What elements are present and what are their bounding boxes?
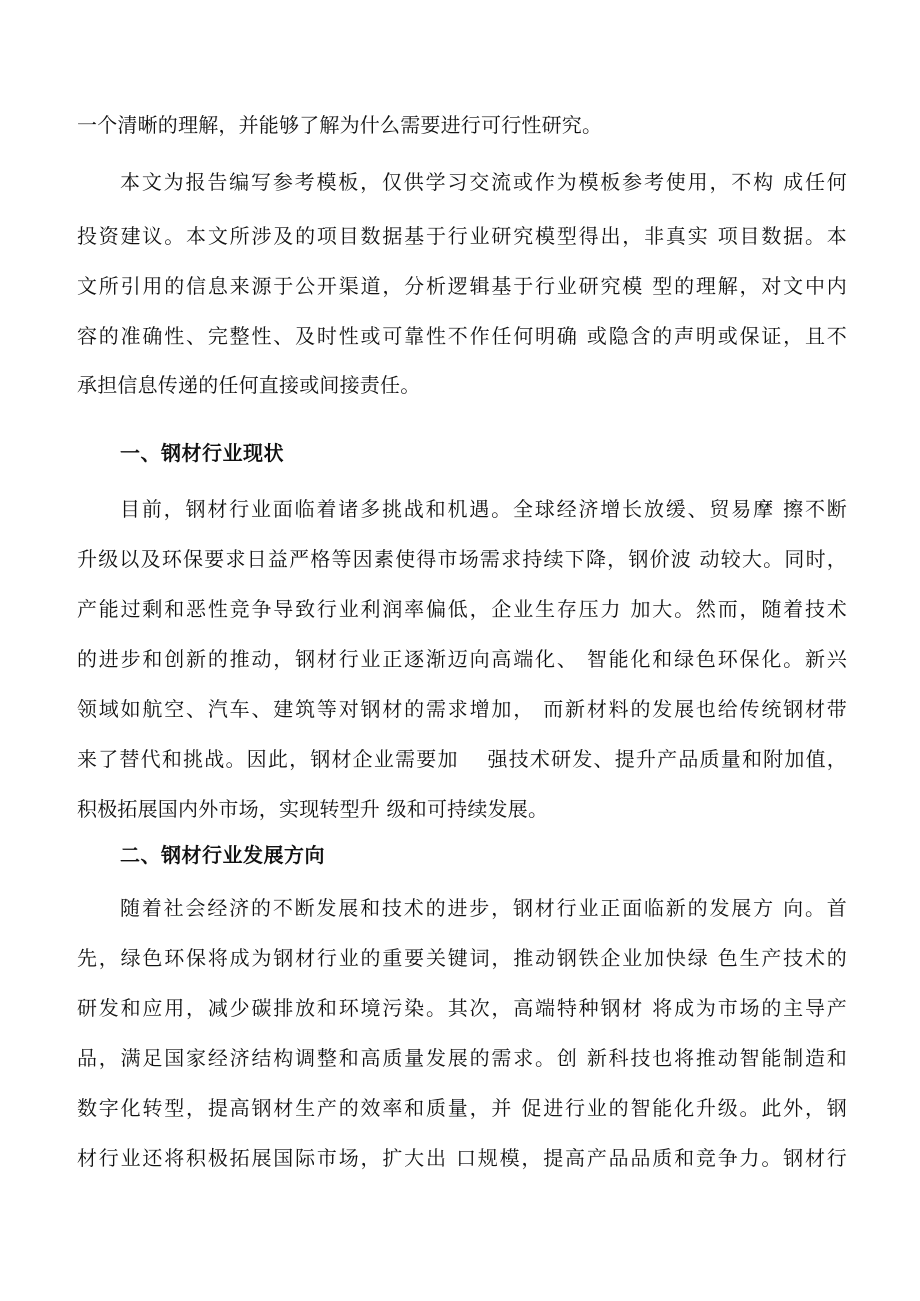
paragraph-line: 随着社会经济的不断发展和技术的进步，钢材行业正面临新的发展方 向。首 [120,896,847,920]
paragraph-line: 一个清晰的理解，并能够了解为什么需要进行可行性研究。 [77,113,603,137]
section-heading: 二、钢材行业发展方向 [120,843,325,867]
paragraph-line: 承担信息传递的任何直接或间接责任。 [77,373,421,397]
paragraph-line: 升级以及环保要求日益严格等因素使得市场需求持续下降，钢价波 动较大。同时， [77,547,847,571]
paragraph-line: 投资建议。本文所涉及的项目数据基于行业研究模型得出，非真实 项目数据。本 [77,224,847,248]
paragraph-line: 先，绿色环保将成为钢材行业的重要关键词，推动钢铁企业加快绿 色生产技术的 [77,946,847,970]
paragraph-line: 研发和应用，减少碳排放和环境污染。其次，高端特种钢材 将成为市场的主导产 [77,996,847,1020]
paragraph-line: 文所引用的信息来源于公开渠道，分析逻辑基于行业研究模 型的理解，对文中内 [77,274,847,298]
paragraph-line: 容的准确性、完整性、及时性或可靠性不作任何明确 或隐含的声明或保证，且不 [77,324,847,348]
paragraph-line: 目前，钢材行业面临着诸多挑战和机遇。全球经济增长放缓、贸易摩 擦不断 [120,497,847,521]
paragraph-line: 产能过剩和恶性竞争导致行业利润率偏低，企业生存压力 加大。然而，随着技术 [77,597,847,621]
section-heading: 一、钢材行业现状 [120,441,284,465]
paragraph-line: 数字化转型，提高钢材生产的效率和质量，并 促进行业的智能化升级。此外，钢 [77,1096,847,1120]
paragraph-line: 积极拓展国内外市场，实现转型升 级和可持续发展。 [77,797,549,821]
paragraph-line: 品，满足国家经济结构调整和高质量发展的需求。创 新科技也将推动智能制造和 [77,1046,847,1070]
paragraph-line: 领域如航空、汽车、建筑等对钢材的需求增加， 而新材料的发展也给传统钢材带 [77,697,847,721]
paragraph-line: 材行业还将积极拓展国际市场，扩大出 口规模，提高产品品质和竞争力。钢材行 [77,1146,847,1170]
paragraph-line: 的进步和创新的推动，钢材行业正逐渐迈向高端化、 智能化和绿色环保化。新兴 [77,647,847,671]
paragraph-line: 来了替代和挑战。因此，钢材企业需要加 强技术研发、提升产品质量和附加值， [77,747,847,771]
paragraph-line: 本文为报告编写参考模板，仅供学习交流或作为模板参考使用，不构 成任何 [120,170,847,194]
